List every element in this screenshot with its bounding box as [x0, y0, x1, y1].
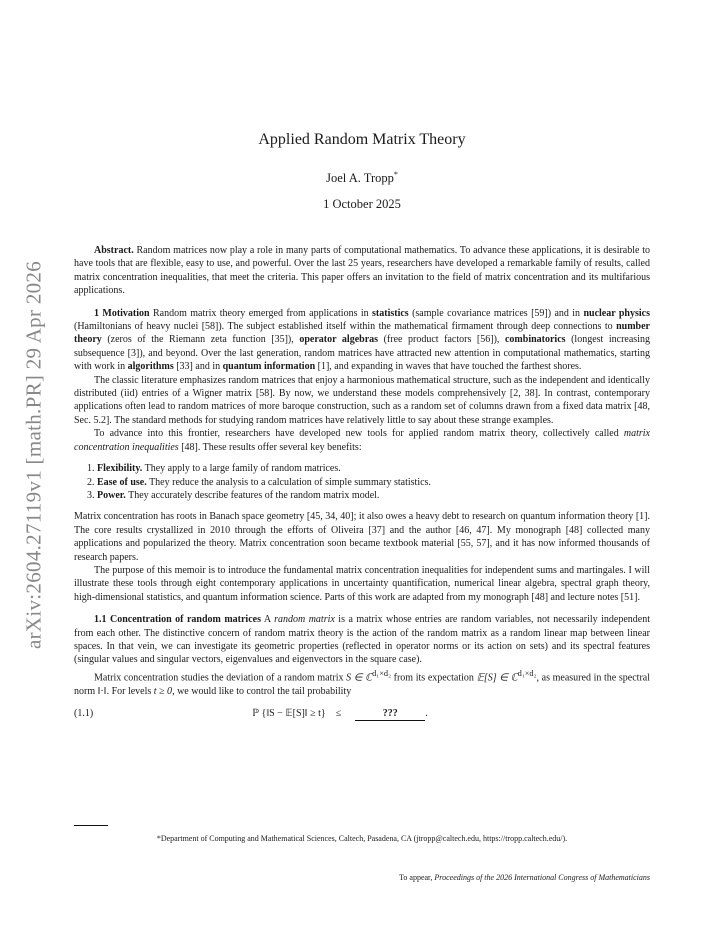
list-item [87, 476, 650, 489]
text-run: (zeros of the Riemann zeta function [35]), [101, 334, 300, 346]
section-1-paragraph-4: Matrix concentration has roots in Banach space geometry [45, 34, 40]; it also owes a heavy debt to research on quantum information theory [1]. The core results crystallized in 2010 through the efforts of Oliveira [37] and the author [46, 47]. My monograph [48] collected many applications and popularized the theory. Matrix concentration soon became textbook material [55, 57], and it has now informed thousands of research papers. [74, 511, 650, 563]
math-superscript: d₁×d₂ [517, 668, 537, 678]
equation-formula [252, 707, 428, 721]
keyword: nuclear physics [583, 307, 650, 319]
subsection-1-1-paragraph-2 [74, 667, 650, 698]
text-run: (longest increasing subsequence [3]), and beyond. Over the last generation, random matrices have attracted new attention in computational mathematics, starting with work in [74, 334, 650, 373]
list-item [87, 489, 650, 502]
list-text: They reduce the analysis to a calculation of simple summary statistics. [149, 476, 431, 488]
text-run: (free product factors [56]), [378, 334, 505, 346]
author-line [74, 170, 650, 186]
equation-rhs-blank: ??? [355, 707, 425, 721]
list-label: Ease of use. [97, 476, 147, 488]
section-1-paragraph-5: The purpose of this memoir is to introduce the fundamental matrix concentration inequalities for independent sums and martingales. I will illustrate these tools through eight contemporary applications in uncertainty quantification, numerical linear algebra, spectral graph theory, high-dimensional statistics, and quantum information science. Parts of this work are adapted from my monograph [48] and lecture notes [51]. [74, 564, 650, 603]
equation-number: (1.1) [74, 707, 94, 719]
text-run: Matrix concentration studies the deviation of a random matrix [94, 672, 347, 684]
section-1-heading: 1 Motivation [94, 307, 150, 319]
text-run: A [263, 614, 275, 626]
text-run: , we would like to control the tail probability [172, 685, 352, 697]
math-superscript: d₁×d₂ [372, 668, 391, 678]
math-inline: S ∈ ℂ [346, 672, 373, 684]
equation-relation: ≤ [335, 707, 342, 719]
text-run: [1], and expanding in waves that have touched the farthest shores. [315, 361, 582, 373]
paper-title: Applied Random Matrix Theory [258, 131, 466, 148]
equation-end: . [425, 707, 428, 719]
text-run: . For levels [106, 685, 154, 697]
list-item [87, 462, 650, 475]
arxiv-identifier: arXiv:2604.27119v1 [math.PR] 29 Apr 2026 [21, 260, 46, 650]
keyword: statistics [372, 307, 409, 319]
text-run: To advance into this frontier, researchers have developed new tools for applied random matrix theory, collectively called [94, 428, 624, 440]
list-label: Power. [97, 489, 126, 501]
benefits-list [74, 462, 650, 502]
emphasis: matrix concentration inequalities [74, 428, 650, 453]
paper-body [74, 244, 650, 726]
paper-date: 1 October 2025 [323, 197, 401, 211]
text-run: [48]. These results offer several key benefits: [178, 441, 362, 453]
equation-lhs: ℙ {‖S − 𝔼[S]‖ ≥ t} [252, 707, 326, 719]
text-run: (Hamiltonians of heavy nuclei [58]). The subject established itself within the mathematical firmament through deep connections to [74, 321, 617, 333]
math-inline: 𝔼[S] ∈ ℂ [476, 672, 518, 684]
publication-note [399, 873, 650, 882]
list-label: Flexibility. [97, 463, 143, 475]
equation-1-1 [74, 702, 650, 726]
keyword: number theory [74, 321, 650, 346]
subsection-1-1-heading: 1.1 Concentration of random matrices [94, 614, 261, 626]
list-number: 3. [87, 489, 95, 501]
math-inline: t ≥ 0 [153, 685, 173, 697]
footnote-rule [74, 825, 108, 826]
text-run: from its expectation [390, 672, 477, 684]
text-run: , as measured in the spectral norm [74, 672, 650, 697]
text-run: (sample covariance matrices [59]) and in [408, 307, 584, 319]
math-inline: ‖·‖ [97, 685, 107, 697]
keyword: algorithms [127, 361, 174, 373]
abstract [74, 244, 650, 298]
list-number: 2. [87, 476, 95, 488]
subsection-1-1-paragraph-1 [74, 613, 650, 667]
keyword: combinatorics [504, 334, 566, 346]
footnote: *Department of Computing and Mathematical Sciences, Caltech, Pasadena, CA (jtropp@caltech.edu, https://tropp.caltech.edu/). [156, 834, 568, 843]
abstract-label: Abstract. [94, 245, 134, 256]
publication-venue: Proceedings of the 2026 International Congress of Mathematicians [434, 873, 650, 882]
arxiv-stamp [18, 250, 50, 660]
text-run: [33] and in [173, 361, 223, 373]
section-1-paragraph-2: The classic literature emphasizes random matrices that enjoy a harmonious mathematical structure, such as the independent and identically distributed (iid) entries of a Wigner matrix [58]. By now, we understand these models comprehensively [2, 38]. In contrast, contemporary applications often lead to random matrices of more baroque construction, such as a random set of columns drawn from a fixed data matrix [48, Sec. 5.2]. The standard methods for studying random matrices have relatively little to say about these strange examples. [74, 374, 650, 426]
keyword: operator algebras [299, 334, 379, 346]
section-1-paragraph-3 [74, 427, 650, 454]
list-text: They accurately describe features of the random matrix model. [128, 489, 380, 501]
emphasis: random matrix [274, 614, 335, 626]
text-run: is a matrix whose entries are random variables, not necessarily independent from each other. The distinctive concern of random matrix theory is the action of the random matrix as a random linear map between linear spaces. In that vein, we can investigate its geometric properties (reflected in operator norms or its action on sets) and its spectral features (singular values and singular vectors, eigenvalues and eigenvectors in the square case). [74, 614, 651, 666]
list-number: 1. [87, 463, 95, 475]
author-name: Joel A. Tropp [326, 171, 394, 186]
text-run: Random matrix theory emerged from applications in [153, 307, 373, 319]
section-1-paragraph-1 [74, 307, 650, 374]
keyword: quantum information [222, 361, 316, 373]
abstract-text: Random matrices now play a role in many parts of computational mathematics. To advance these applications, it is desirable to have tools that are flexible, easy to use, and powerful. Over the last 25 years, researchers have developed a remarkable family of results, called matrix concentration inequalities, that meet the criteria. This paper offers an invitation to the field of matrix concentration and its multifarious applications. [74, 245, 651, 297]
publication-prefix: To appear, [399, 873, 435, 882]
list-text: They apply to a large family of random matrices. [144, 463, 341, 475]
author-footnote-mark: * [393, 170, 398, 179]
